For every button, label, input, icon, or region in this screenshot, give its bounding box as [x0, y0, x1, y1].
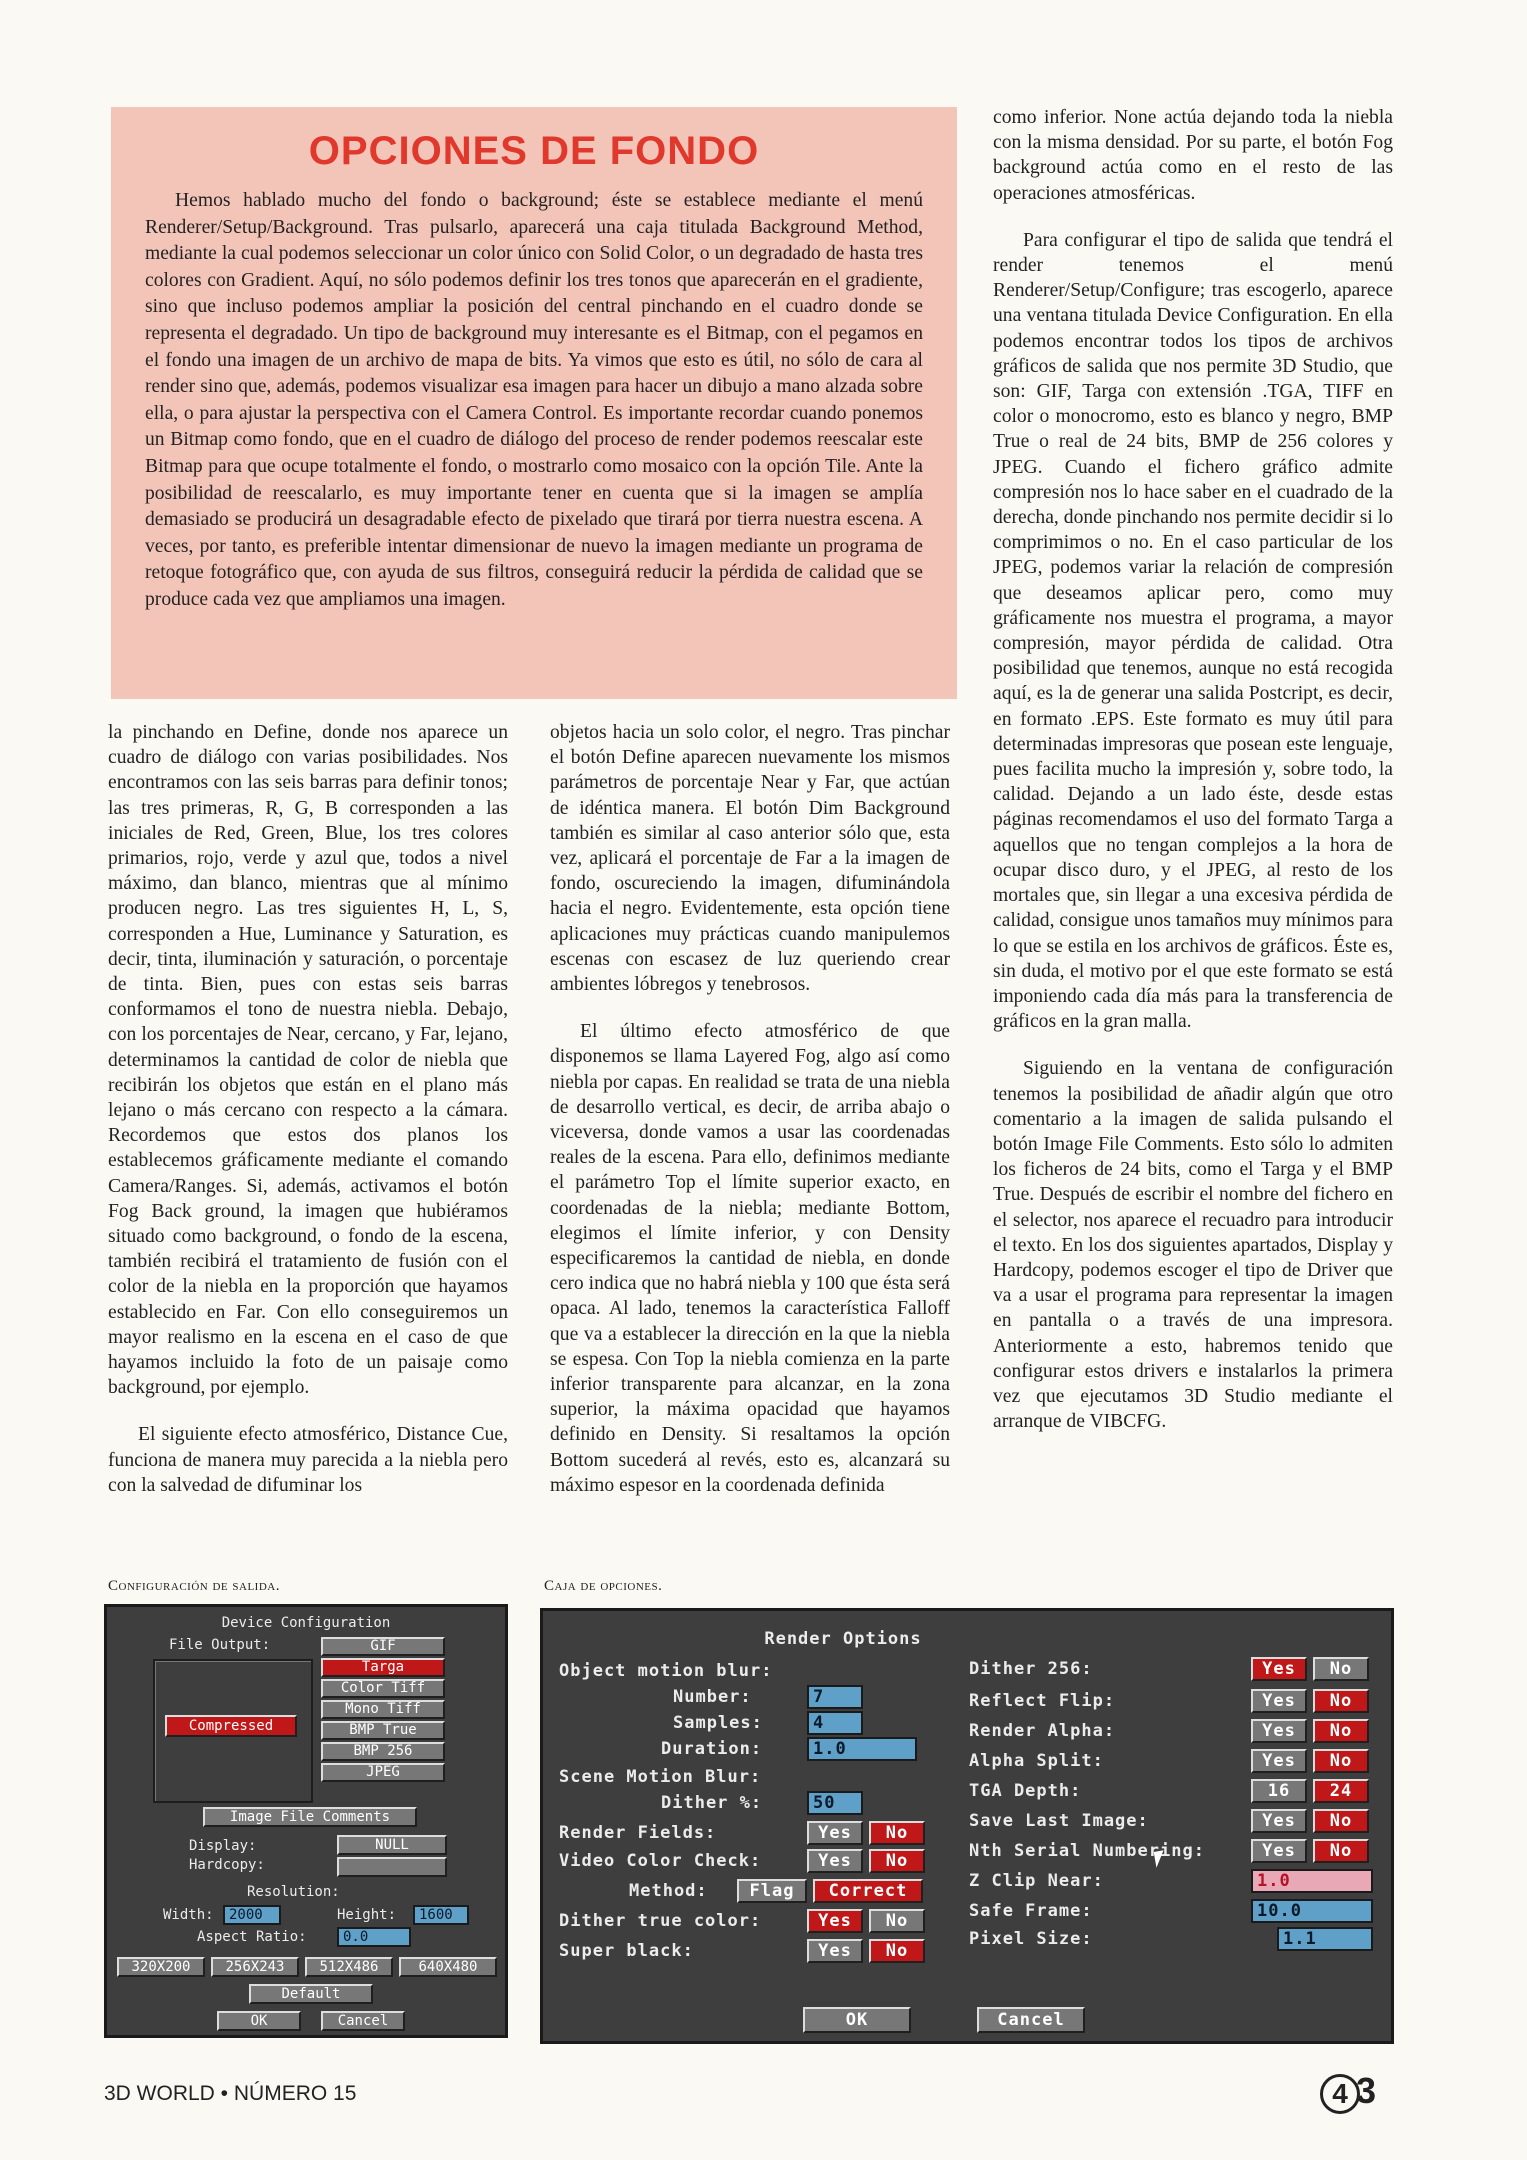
z-clip-near-label: Z Clip Near: [969, 1871, 1104, 1891]
magazine-footer: 3D WORLD • NÚMERO 15 [104, 2082, 357, 2105]
column-3 [993, 105, 1393, 1456]
format-gif-button[interactable]: GIF [321, 1637, 445, 1656]
format-color-tiff-button[interactable]: Color Tiff [321, 1679, 445, 1698]
format-mono-tiff-button[interactable]: Mono Tiff [321, 1700, 445, 1719]
preset-320x200-button[interactable]: 320X200 [117, 1957, 205, 1977]
preset-640x480-button[interactable]: 640X480 [399, 1957, 497, 1977]
save-last-image-label: Save Last Image: [969, 1811, 1149, 1831]
dither-true-color-no-button[interactable]: No [869, 1909, 925, 1933]
reflect-flip-no-button[interactable]: No [1313, 1689, 1369, 1713]
render-alpha-label: Render Alpha: [969, 1721, 1116, 1741]
tga-depth-label: TGA Depth: [969, 1781, 1082, 1801]
aspect-ratio-input[interactable]: 0.0 [337, 1927, 411, 1947]
nth-serial-numbering-label: Nth Serial Numbering: [969, 1841, 1205, 1861]
nth-serial-no-button[interactable]: No [1313, 1839, 1369, 1863]
col3-paragraph-1: como inferior. None actúa dejando toda la niebla con la misma densidad. Por su parte, el botón Fog background actúa como en el resto de las operaciones atmosféricas. [993, 107, 1393, 204]
col1-paragraph-2: El siguiente efecto atmosférico, Distance Cue, funciona de manera muy parecida a la niebla pero con la salvedad de difuminar los [108, 1424, 508, 1496]
number-input[interactable]: 7 [807, 1685, 863, 1709]
width-input[interactable]: 2000 [223, 1905, 281, 1925]
video-color-check-yes-button[interactable]: Yes [807, 1849, 863, 1873]
nth-serial-yes-button[interactable]: Yes [1251, 1839, 1307, 1863]
method-label: Method: [629, 1881, 708, 1901]
render-fields-label: Render Fields: [559, 1823, 717, 1843]
safe-frame-label: Safe Frame: [969, 1901, 1093, 1921]
display-driver-button[interactable]: NULL [337, 1835, 447, 1855]
page-number [1320, 2070, 1376, 2114]
render-fields-yes-button[interactable]: Yes [807, 1821, 863, 1845]
super-black-no-button[interactable]: No [869, 1939, 925, 1963]
format-jpeg-button[interactable]: JPEG [321, 1763, 445, 1782]
super-black-label: Super black: [559, 1941, 694, 1961]
samples-input[interactable]: 4 [807, 1711, 863, 1735]
tga-depth-16-button[interactable]: 16 [1251, 1779, 1307, 1803]
dither-true-color-yes-button[interactable]: Yes [807, 1909, 863, 1933]
image-file-comments-button[interactable]: Image File Comments [203, 1807, 417, 1827]
preset-256x243-button[interactable]: 256X243 [211, 1957, 299, 1977]
display-label: Display: [189, 1838, 257, 1854]
dialog-title: Render Options [764, 1629, 922, 1649]
ok-button[interactable]: OK [803, 2007, 911, 2033]
samples-label: Samples: [673, 1713, 763, 1733]
z-clip-near-input[interactable]: 1.0 [1251, 1869, 1373, 1893]
hardcopy-driver-button[interactable] [337, 1857, 447, 1877]
col2-paragraph-2: El último efecto atmosférico de que disponemos se llama Layered Fog, algo así como niebla por capas. En realidad se trata de una niebla de desarrollo vertical, es decir, de arriba abajo o viceversa, donde vamos a usar las coordenadas reales de la escena. Para ello, definimos mediante el parámetro Top el límite superior exacto, en coordenadas de la niebla; mediante Bottom, elegimos el límite inferior, y con Density especificaremos la cantidad de niebla, en donde cero indica que no habrá niebla y 100 que ésta será opaca. Al lado, tenemos la característica Falloff que va a establecer la dirección en la que la niebla se espesa. Con Top la niebla comienza en la parte inferior transparente para alcanzar, en la zona superior, la máxima opacidad que hayamos definido en Density. Si resaltamos la opción Bottom sucederá al revés, esto es, alcanzará su máximo espesor en la coordenada definida [550, 1021, 950, 1496]
page-number-circle: 4 [1320, 2074, 1360, 2114]
super-black-yes-button[interactable]: Yes [807, 1939, 863, 1963]
sidebar-box [111, 107, 957, 699]
scene-motion-blur-label: Scene Motion Blur: [559, 1767, 762, 1787]
width-label: Width: [163, 1907, 214, 1923]
dither-256-label: Dither 256: [969, 1659, 1093, 1679]
dither-percent-input[interactable]: 50 [807, 1791, 863, 1815]
compressed-button[interactable]: Compressed [165, 1715, 297, 1737]
render-fields-no-button[interactable]: No [869, 1821, 925, 1845]
default-button[interactable]: Default [249, 1984, 373, 2004]
alpha-split-yes-button[interactable]: Yes [1251, 1749, 1307, 1773]
video-color-check-label: Video Color Check: [559, 1851, 762, 1871]
col2-paragraph-1: objetos hacia un solo color, el negro. Tras pinchar el botón Define aparecen nuevamente los mismos parámetros de porcentaje Near y Far, que actúan de idéntica manera. El botón Dim Background también es similar al caso anterior sólo que, esta vez, aplicará el porcentaje de Far a la imagen de fondo, oscureciendo la imagen, difuminándola hacia el negro. Evidentemente, esta opción tiene aplicaciones muy prácticas cuando manipulemos escenas con escasez de luz queriendo crear ambientes lóbregos y tenebrosos. [550, 722, 950, 996]
alpha-split-label: Alpha Split: [969, 1751, 1104, 1771]
save-last-image-yes-button[interactable]: Yes [1251, 1809, 1307, 1833]
alpha-split-no-button[interactable]: No [1313, 1749, 1369, 1773]
dither-256-no-button[interactable]: No [1313, 1657, 1369, 1681]
col3-paragraph-2: Para configurar el tipo de salida que tendrá el render tenemos el menú Renderer/Setup/Configure; tras escogerlo, aparece una ventana titulada Device Configuration. En ella podemos encontrar todos los tipos de archivos gráficos de salida que nos permite 3D Studio, que son: GIF, Targa con extensión .TGA, TIFF en color o monocromo, esto es blanco y negro, BMP True o real de 24 bits, BMP de 256 colores y JPEG. Cuando el fichero gráfico admite compresión nos lo hace saber en el cuadrado de la derecha, donde pinchando nos permite decidir si lo comprimimos o no. En el caso particular de los JPEG, podemos variar la relación de compresión que deseamos aplicar pero, como muy gráficamente nos muestra el programa, a mayor compresión, mayor pérdida de calidad. Otra posibilidad que tenemos, aunque no está recogida aquí, es la de generar una salida Postcript, es decir, en formato .EPS. Este formato es muy útil para determinadas impresoras que posean este lenguaje, pues facilita mucho la impresión y, sobre todo, la calidad. Dejando a un lado éste, desde estas páginas recomendamos el uso del formato Targa a aquellos que no tengan complejos a la hora de ocupar disco duro, y el JPEG, al resto de los mortales que, sin llegar a una excesiva pérdida de calidad, consigue unos tamaños muy mínimos para lo que se estila en los archivos de gráficos. Éste es, sin duda, el motivo por el que este formato se está imponiendo cada día más para la transferencia de gráficos en la gran malla. [993, 229, 1393, 1033]
preset-512x486-button[interactable]: 512X486 [305, 1957, 393, 1977]
render-options-dialog [540, 1608, 1394, 2044]
aspect-ratio-label: Aspect Ratio: [197, 1929, 307, 1945]
file-output-label: File Output: [169, 1637, 271, 1653]
format-bmp-true-button[interactable]: BMP True [321, 1721, 445, 1740]
caption-device-config: Configuración de salida. [108, 1578, 280, 1594]
height-label: Height: [337, 1907, 397, 1923]
safe-frame-input[interactable]: 10.0 [1251, 1899, 1373, 1923]
method-flag-button[interactable]: Flag [737, 1879, 807, 1903]
render-alpha-no-button[interactable]: No [1313, 1719, 1369, 1743]
sidebar-text: Hemos hablado mucho del fondo o background; éste se establece mediante el menú Renderer/Setup/Background. Tras pulsarlo, aparecerá una caja titulada Background Method, mediante la cual podemos seleccionar un color único con Solid Color, o un degradado de hasta tres colores con Gradient. Aquí, no sólo podemos definir los tres tonos que aparecerán en el gradiente, sino que incluso podemos ampliar la posición del central pinchando en el cuadro donde se representa el degradado. Un tipo de background muy interesante es el Bitmap, con el pegamos en el fondo una imagen de un archivo de mapa de bits. Ya vimos que esto es útil, no sólo de cara al render sino que, además, podemos visualizar esa imagen para hacer un dibujo a mano alzada sobre ella, o para ajustar la perspectiva con el Camera Control. Es importante recordar cuando ponemos un Bitmap como fondo, que en el cuadro de diálogo del proceso de render podemos reescalar este Bitmap para que ocupe totalmente el fondo, o mostrarlo como mosaico con la opción Tile. Ante la posibilidad de reescalarlo, es muy importante tener en cuenta que si la imagen se amplía demasiado se producirá un desagradable efecto de pixelado que tirará por tierra nuestra escena. A veces, por tanto, es preferible intentar dimensionar de nuevo la imagen mediante un programa de retoque fotográfico que, con ayuda de sus filtros, conseguirá reducir la pérdida de calidad que se produce cada vez que ampliamos una imagen. [145, 190, 923, 610]
height-input[interactable]: 1600 [413, 1905, 469, 1925]
cancel-button[interactable]: Cancel [977, 2007, 1085, 2033]
format-targa-button[interactable]: Targa [321, 1658, 445, 1677]
resolution-label: Resolution: [247, 1884, 340, 1900]
hardcopy-label: Hardcopy: [189, 1857, 265, 1873]
column-1 [108, 720, 508, 1520]
dither-percent-label: Dither %: [661, 1793, 763, 1813]
page-number-rest: 3 [1356, 2070, 1377, 2111]
device-configuration-dialog [104, 1604, 508, 2038]
save-last-image-no-button[interactable]: No [1313, 1809, 1369, 1833]
column-2 [550, 720, 950, 1520]
sidebar-title: OPCIONES DE FONDO [308, 129, 760, 173]
pixel-size-label: Pixel Size: [969, 1929, 1093, 1949]
video-color-check-no-button[interactable]: No [869, 1849, 925, 1873]
cancel-button[interactable]: Cancel [321, 2011, 405, 2031]
reflect-flip-label: Reflect Flip: [969, 1691, 1116, 1711]
dither-256-yes-button[interactable]: Yes [1251, 1657, 1307, 1681]
col3-paragraph-3: Siguiendo en la ventana de configuración tenemos la posibilidad de añadir algún que otro comentario a la imagen de salida pulsando el botón Image File Comments. Esto sólo lo admiten los ficheros de 24 bits, como el Targa y el BMP True. Después de escribir el nombre del fichero en el selector, nos aparece el recuadro para introducir el texto. En los dos siguientes apartados, Display y Hardcopy, podemos escoger el tipo de Driver que va a usar el programa para representar la imagen en pantalla o a través de una impresora. Anteriormente a esto, habremos tenido que configurar estos drivers e instalarlos la primera vez que ejecutamos 3D Studio mediante el arranque de VIBCFG. [993, 1058, 1393, 1433]
tga-depth-24-button[interactable]: 24 [1313, 1779, 1369, 1803]
render-alpha-yes-button[interactable]: Yes [1251, 1719, 1307, 1743]
format-bmp-256-button[interactable]: BMP 256 [321, 1742, 445, 1761]
pixel-size-input[interactable]: 1.1 [1277, 1927, 1373, 1951]
col1-paragraph-1: la pinchando en Define, donde nos aparece un cuadro de diálogo con varias posibilidades. Nos encontramos con las seis barras para definir tonos; las tres primeras, R, G, B corresponden a las iniciales de Red, Green, Blue, los tres colores primarios, rojo, verde y azul que, todos a nivel máximo, dan blanco, mientras que al mínimo producen negro. Las tres siguientes H, L, S, corresponden a Hue, Luminance y Saturation, es decir, tinta, iluminación y saturación, o porcentaje de tinta. Bien, pues con estas seis barras conformamos el tono de nuestra niebla. Debajo, con los porcentajes de Near, cercano, y Far, lejano, determinamos la cantidad de color de niebla que recibirán los objetos que están en el plano más lejano o más cercano con respecto a la cámara. Recordemos que estos dos planos los establecemos gráficamente mediante el comando Camera/Ranges. Si, además, activamos el botón Fog Back ground, la imagen que hubiéramos situado como background, o fondo de la escena, también recibirá el tratamiento de fusión con el color de la niebla en la proporción que hayamos establecido en Far. Con ello conseguiremos un mayor realismo en la escena en el caso de que hayamos incluido la foto de un paisaje como background, por ejemplo. [108, 722, 508, 1399]
duration-label: Duration: [661, 1739, 763, 1759]
dialog-title: Device Configuration [221, 1615, 391, 1631]
reflect-flip-yes-button[interactable]: Yes [1251, 1689, 1307, 1713]
caption-render-options: Caja de opciones. [544, 1578, 663, 1594]
object-motion-blur-label: Object motion blur: [559, 1661, 773, 1681]
dither-true-color-label: Dither true color: [559, 1911, 762, 1931]
ok-button[interactable]: OK [217, 2011, 301, 2031]
duration-input[interactable]: 1.0 [807, 1737, 917, 1761]
method-correct-button[interactable]: Correct [813, 1879, 923, 1903]
number-label: Number: [673, 1687, 752, 1707]
